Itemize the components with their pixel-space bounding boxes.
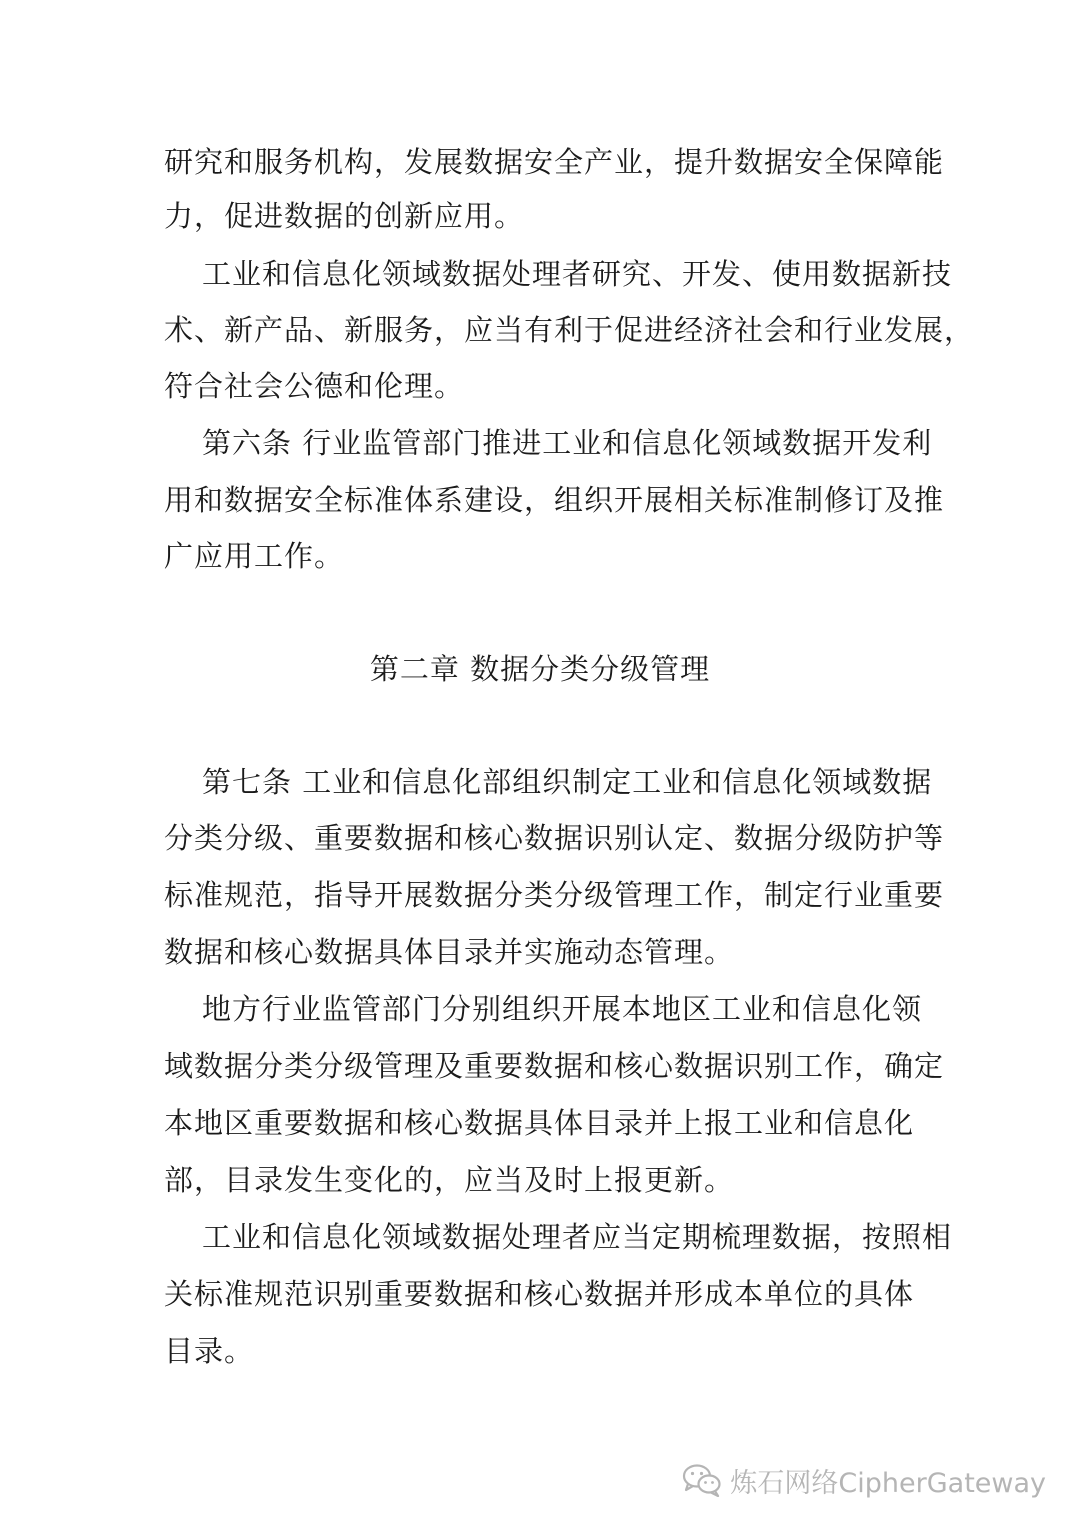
chapter-title: 第二章 数据分类分级管理 (369, 652, 711, 686)
paragraph-line: 工业和信息化领域数据处理者研究、开发、使用数据新技 (202, 257, 953, 291)
paragraph-line: 标准规范，指导开展数据分类分级管理工作，制定行业重要 (164, 878, 945, 912)
paragraph-line: 关标准规范识别重要数据和核心数据并形成本单位的具体 (164, 1277, 915, 1311)
paragraph-line: 数据和核心数据具体目录并实施动态管理。 (164, 935, 735, 969)
wechat-icon (682, 1463, 722, 1497)
paragraph-line: 地方行业监管部门分别组织开展本地区工业和信息化领 (202, 992, 923, 1026)
article-6-line: 第六条 行业监管部门推进工业和信息化领域数据开发利 (202, 426, 933, 460)
paragraph-line: 目录。 (164, 1334, 255, 1368)
paragraph-line: 部，目录发生变化的，应当及时上报更新。 (164, 1163, 735, 1197)
paragraph-line: 域数据分类分级管理及重要数据和核心数据识别工作，确定 (164, 1049, 945, 1083)
paragraph-line: 研究和服务机构，发展数据安全产业，提升数据安全保障能 (164, 145, 945, 179)
paragraph-line: 用和数据安全标准体系建设，组织开展相关标准制修订及推 (164, 483, 945, 517)
paragraph-line: 力，促进数据的创新应用。 (164, 199, 525, 233)
watermark-text: 炼石网络CipherGateway (730, 1467, 1046, 1499)
paragraph-line: 广应用工作。 (164, 539, 345, 573)
paragraph-line: 分类分级、重要数据和核心数据识别认定、数据分级防护等 (164, 821, 945, 855)
watermark (682, 1460, 1046, 1500)
paragraph-line: 本地区重要数据和核心数据具体目录并上报工业和信息化 (164, 1106, 915, 1140)
paragraph-line: 术、新产品、新服务，应当有利于促进经济社会和行业发展， (164, 313, 975, 347)
article-7-line: 第七条 工业和信息化部组织制定工业和信息化领域数据 (202, 765, 933, 799)
paragraph-line: 工业和信息化领域数据处理者应当定期梳理数据，按照相 (202, 1220, 953, 1254)
paragraph-line: 符合社会公德和伦理。 (164, 369, 465, 403)
